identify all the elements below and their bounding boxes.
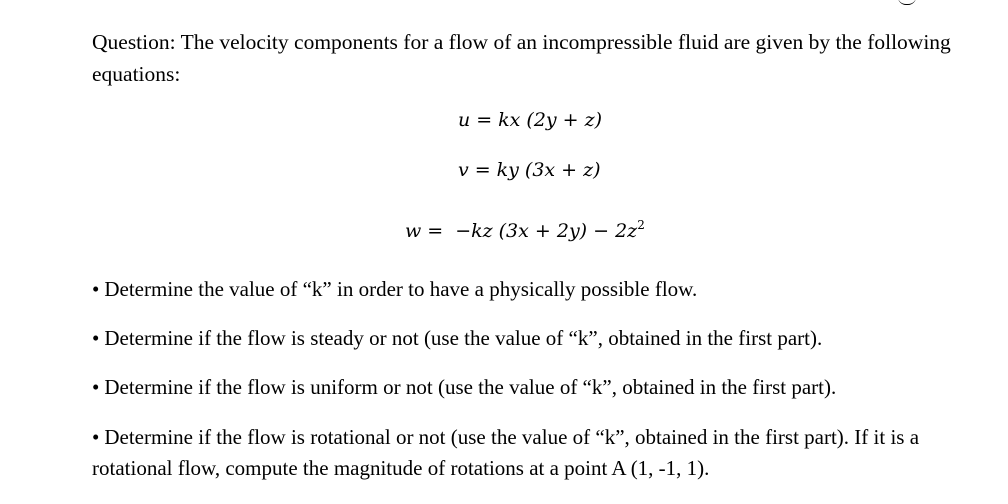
bullet-marker: • (92, 375, 100, 399)
equation-w-lhs: w (405, 220, 422, 242)
equation-w-factor: (3x + 2y) − 2z (498, 220, 638, 242)
equation-u-term: kx (498, 109, 521, 131)
bullet-text: Determine the value of “k” in order to have a physically possible flow. (104, 277, 698, 301)
bullet-item-1 (92, 274, 987, 305)
equation-v-term: ky (496, 159, 519, 181)
equation-v-lhs: v (458, 159, 469, 181)
equation-w-term: −kz (455, 220, 493, 242)
equation-w: w = −kz $(3x + 2y) - 2z^2$ (405, 218, 645, 242)
equation-w-exponent: 2 (637, 218, 645, 232)
equation-u-lhs: u (458, 109, 471, 131)
equation-v: v = ky (3x + z) (458, 159, 601, 181)
bullet-marker: • (92, 425, 100, 449)
bullet-text: Determine if the flow is uniform or not (use the value of “k”, obtained in the first part). (104, 375, 837, 399)
bullet-item-3 (92, 372, 987, 403)
bullet-item-2 (92, 323, 987, 354)
bullet-marker: • (92, 277, 100, 301)
bullet-text: Determine if the flow is steady or not (use the value of “k”, obtained in the first part). (104, 326, 823, 350)
bullet-item-4 (92, 422, 987, 484)
equation-u-factor: (2y + z) (526, 109, 603, 131)
bullet-text: Determine if the flow is rotational or not (use the value of “k”, obtained in the first part). If it is a rotational flow, compute the magnitude of rotations at a point A (1, -1, 1). (92, 425, 920, 480)
question-text: Question: The velocity components for a flow of an incompressible fluid are given by the following equations: (92, 30, 951, 86)
equation-u: u = kx (2y + z) (458, 109, 603, 131)
bullet-marker: • (92, 326, 100, 350)
cropped-glyph (898, 0, 916, 5)
equation-v-factor: (3x + z) (524, 159, 601, 181)
